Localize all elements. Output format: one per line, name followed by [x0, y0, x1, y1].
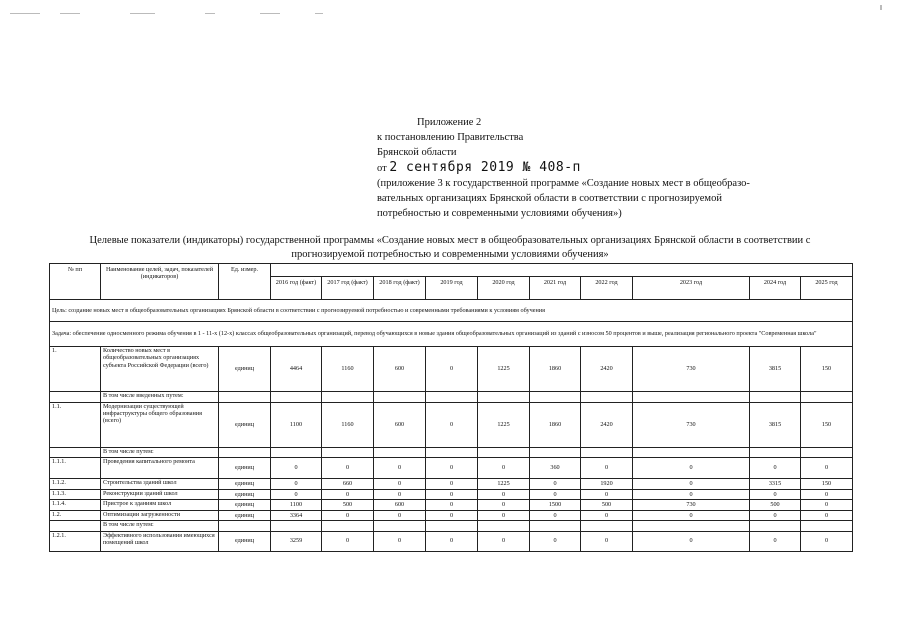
row-value: 360	[530, 458, 581, 479]
row-value: 1100	[271, 402, 322, 447]
row-value	[801, 447, 853, 458]
row-value: 0	[426, 489, 478, 500]
header-row	[50, 264, 853, 277]
row-unit: единиц	[219, 479, 271, 490]
row-value: 0	[271, 489, 322, 500]
row-name: Количество новых мест в общеобразовательных организациях субъекта Российской Федерации (всего)	[101, 347, 219, 392]
header-year: 2022 год	[581, 277, 633, 300]
table-row	[50, 447, 853, 458]
row-value	[322, 392, 374, 403]
row-name: Реконструкции зданий школ	[101, 489, 219, 500]
row-value	[322, 521, 374, 532]
indicators-table	[49, 263, 853, 552]
row-value	[426, 521, 478, 532]
table-row	[50, 392, 853, 403]
row-value: 0	[581, 489, 633, 500]
row-value	[271, 447, 322, 458]
row-value: 0	[271, 479, 322, 490]
row-number: 1.1.	[50, 402, 101, 447]
row-value	[633, 447, 750, 458]
scan-artifact	[10, 13, 40, 14]
goal-row	[50, 300, 853, 322]
row-name: В том числе введенных путем:	[101, 392, 219, 403]
row-unit: единиц	[219, 347, 271, 392]
row-value	[478, 392, 530, 403]
row-value	[633, 521, 750, 532]
row-unit: единиц	[219, 402, 271, 447]
date-prefix: от	[377, 163, 387, 174]
row-unit: единиц	[219, 531, 271, 551]
row-value: 0	[322, 458, 374, 479]
row-value: 0	[426, 458, 478, 479]
row-value: 2420	[581, 347, 633, 392]
row-value: 0	[426, 500, 478, 511]
row-value: 0	[801, 489, 853, 500]
row-value: 4464	[271, 347, 322, 392]
row-value: 0	[581, 531, 633, 551]
row-name: Строительства зданий школ	[101, 479, 219, 490]
row-value: 0	[426, 347, 478, 392]
table-row	[50, 479, 853, 490]
row-value: 0	[801, 458, 853, 479]
row-value: 0	[801, 531, 853, 551]
table-row	[50, 500, 853, 511]
row-value: 150	[801, 479, 853, 490]
row-value: 0	[530, 510, 581, 521]
row-value	[581, 521, 633, 532]
row-name: В том числе путем:	[101, 521, 219, 532]
row-value: 0	[374, 489, 426, 500]
appendix-line1: к постановлению Правительства	[377, 132, 524, 143]
row-value: 150	[801, 347, 853, 392]
task-cell: Задача: обеспечение односменного режима обучения в 1 - 11-х (12-х) классах общеобразовательных организаций, перевод обучающихся в новые здания общеобразовательных организаций из зданий с износом 50 процентов и выше, реализация регионального проекта "Современная школа"	[50, 322, 853, 347]
row-value: 3364	[271, 510, 322, 521]
row-value: 0	[322, 510, 374, 521]
row-value: 0	[801, 500, 853, 511]
row-value: 1500	[530, 500, 581, 511]
row-name: Модернизации существующей инфраструктуры общего образования (всего)	[101, 402, 219, 447]
row-value: 0	[478, 500, 530, 511]
row-unit: единиц	[219, 458, 271, 479]
scan-artifact	[260, 13, 280, 14]
row-unit	[219, 392, 271, 403]
row-number	[50, 447, 101, 458]
row-value	[271, 392, 322, 403]
header-years-span	[271, 264, 853, 277]
row-value	[581, 447, 633, 458]
row-value	[530, 521, 581, 532]
table-row	[50, 458, 853, 479]
header-year: 2016 год (факт)	[271, 277, 322, 300]
row-value: 0	[633, 510, 750, 521]
header-year: 2023 год	[633, 277, 750, 300]
scan-artifact	[205, 13, 215, 14]
row-value: 3815	[750, 347, 801, 392]
row-value: 0	[426, 510, 478, 521]
task-row	[50, 322, 853, 347]
row-value: 0	[426, 402, 478, 447]
row-number	[50, 392, 101, 403]
row-value: 0	[426, 531, 478, 551]
row-value: 150	[801, 402, 853, 447]
row-number: 1.2.	[50, 510, 101, 521]
row-value: 1160	[322, 347, 374, 392]
row-value: 0	[322, 531, 374, 551]
row-value: 0	[801, 510, 853, 521]
row-value: 0	[530, 531, 581, 551]
row-value: 1225	[478, 402, 530, 447]
heading-line2: прогнозируемой потребностью и современными условиями обучения»	[291, 249, 609, 260]
scan-artifact	[880, 5, 882, 10]
appendix-line2: Брянской области	[377, 147, 457, 158]
row-name: В том числе путем:	[101, 447, 219, 458]
row-value: 500	[322, 500, 374, 511]
row-unit	[219, 521, 271, 532]
handwritten-date: 2 сентября 2019 № 408-п	[389, 160, 581, 175]
row-number: 1.1.4.	[50, 500, 101, 511]
row-value	[271, 521, 322, 532]
row-value: 730	[633, 500, 750, 511]
row-value	[478, 521, 530, 532]
header-year: 2021 год	[530, 277, 581, 300]
row-value: 600	[374, 402, 426, 447]
row-value: 1860	[530, 402, 581, 447]
row-name: Эффективного использования имеющихся помещений школ	[101, 531, 219, 551]
row-value: 1225	[478, 479, 530, 490]
row-value: 1225	[478, 347, 530, 392]
row-value: 600	[374, 347, 426, 392]
row-value: 0	[633, 479, 750, 490]
row-value: 0	[478, 531, 530, 551]
row-value	[374, 447, 426, 458]
row-value	[633, 392, 750, 403]
appendix-block	[377, 115, 817, 221]
row-value: 0	[322, 489, 374, 500]
row-number: 1.	[50, 347, 101, 392]
row-name: Проведения капитального ремонта	[101, 458, 219, 479]
row-value: 600	[374, 500, 426, 511]
row-value	[581, 392, 633, 403]
row-value	[426, 392, 478, 403]
appendix-title: Приложение 2	[417, 117, 482, 128]
row-value: 1160	[322, 402, 374, 447]
row-number: 1.1.2.	[50, 479, 101, 490]
row-value: 0	[530, 479, 581, 490]
header-year: 2018 год (факт)	[374, 277, 426, 300]
appendix-date-line	[377, 160, 817, 176]
row-value	[478, 447, 530, 458]
header-num: № пп	[50, 264, 101, 300]
row-unit: единиц	[219, 510, 271, 521]
appendix-line6: потребностью и современными условиями обучения»)	[377, 208, 622, 219]
table-row	[50, 531, 853, 551]
row-value	[801, 521, 853, 532]
table-row	[50, 489, 853, 500]
row-value: 0	[426, 479, 478, 490]
row-value: 0	[374, 510, 426, 521]
row-value: 0	[374, 479, 426, 490]
row-value: 730	[633, 347, 750, 392]
row-value	[426, 447, 478, 458]
row-value: 0	[750, 531, 801, 551]
row-value	[530, 392, 581, 403]
document-heading	[55, 234, 845, 262]
row-value: 0	[633, 489, 750, 500]
table-row	[50, 521, 853, 532]
row-value	[322, 447, 374, 458]
row-value: 0	[478, 510, 530, 521]
scan-artifact	[60, 13, 80, 14]
row-value	[530, 447, 581, 458]
row-number: 1.1.1.	[50, 458, 101, 479]
heading-line1: Целевые показатели (индикаторы) государственной программы «Создание новых мест в общеобразовательных организациях Брянской области в соответствии с	[89, 235, 811, 246]
row-value: 0	[478, 489, 530, 500]
row-value: 500	[750, 500, 801, 511]
row-value: 0	[633, 531, 750, 551]
row-value	[750, 392, 801, 403]
table-row	[50, 510, 853, 521]
scan-artifact	[130, 13, 155, 14]
row-name: Оптимизации загруженности	[101, 510, 219, 521]
header-year: 2017 год (факт)	[322, 277, 374, 300]
row-value: 0	[530, 489, 581, 500]
header-unit: Ед. измер.	[219, 264, 271, 300]
scan-artifact	[315, 13, 323, 14]
row-value: 1100	[271, 500, 322, 511]
header-year: 2025 год	[801, 277, 853, 300]
row-name: Пристрое к зданиям школ	[101, 500, 219, 511]
row-value: 0	[478, 458, 530, 479]
row-unit: единиц	[219, 500, 271, 511]
row-number	[50, 521, 101, 532]
header-year: 2019 год	[426, 277, 478, 300]
row-value: 660	[322, 479, 374, 490]
row-value: 3815	[750, 402, 801, 447]
row-value: 3259	[271, 531, 322, 551]
row-value: 0	[374, 458, 426, 479]
row-value: 1920	[581, 479, 633, 490]
table-row	[50, 347, 853, 392]
row-number: 1.1.3.	[50, 489, 101, 500]
row-value: 500	[581, 500, 633, 511]
table-row	[50, 402, 853, 447]
row-value: 0	[633, 458, 750, 479]
row-value: 1860	[530, 347, 581, 392]
row-value: 0	[750, 458, 801, 479]
appendix-line5: вательных организациях Брянской области в соответствии с прогнозируемой	[377, 193, 722, 204]
header-name: Наименование целей, задач, показателей (индикаторов)	[101, 264, 219, 300]
row-value	[374, 521, 426, 532]
table-body	[50, 300, 853, 552]
row-value: 0	[581, 458, 633, 479]
appendix-line4: (приложение 3 к государственной программе «Создание новых мест в общеобразо-	[377, 178, 750, 189]
row-unit: единиц	[219, 489, 271, 500]
row-number: 1.2.1.	[50, 531, 101, 551]
row-value: 0	[374, 531, 426, 551]
row-unit	[219, 447, 271, 458]
row-value	[801, 392, 853, 403]
goal-cell: Цель: создание новых мест в общеобразовательных организациях Брянской области в соответствии с прогнозируемой потребностью и современными требованиями к условиям обучения	[50, 300, 853, 322]
row-value: 2420	[581, 402, 633, 447]
header-year: 2024 год	[750, 277, 801, 300]
row-value: 0	[271, 458, 322, 479]
row-value	[750, 447, 801, 458]
row-value: 0	[581, 510, 633, 521]
row-value: 0	[750, 489, 801, 500]
header-year: 2020 год	[478, 277, 530, 300]
row-value: 730	[633, 402, 750, 447]
row-value	[750, 521, 801, 532]
row-value: 3315	[750, 479, 801, 490]
row-value	[374, 392, 426, 403]
row-value: 0	[750, 510, 801, 521]
